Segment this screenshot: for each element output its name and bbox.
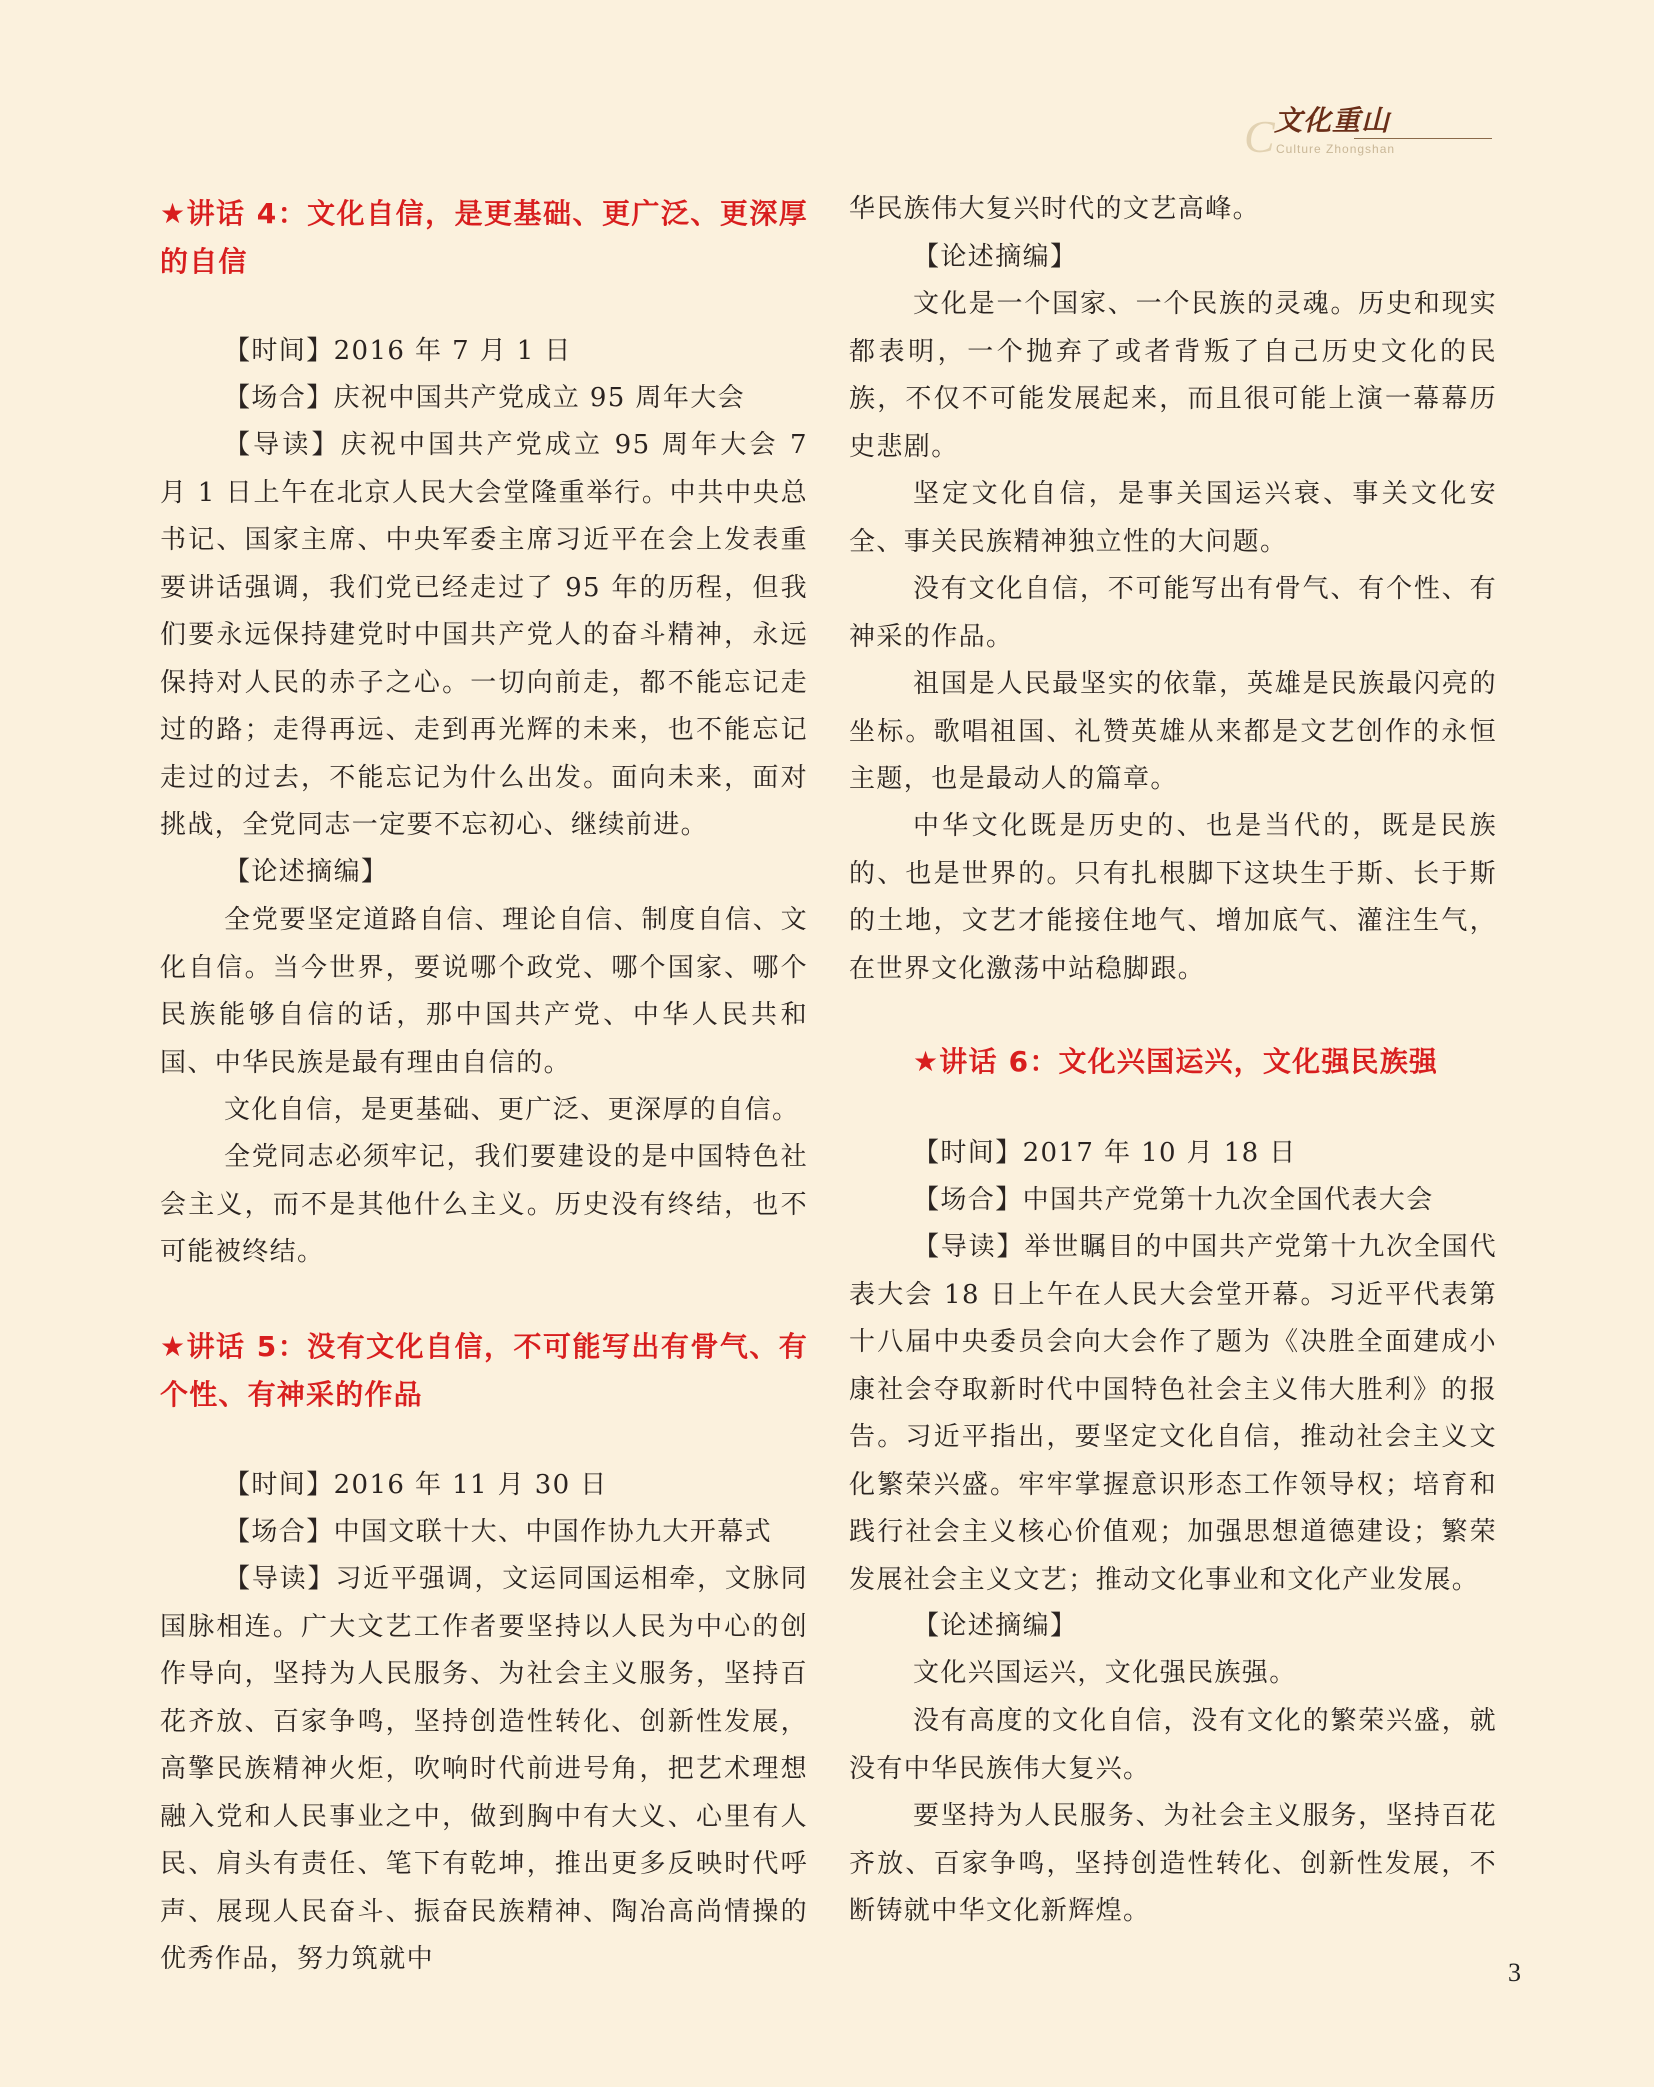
speech-6-excerpt-label: 【论述摘编】	[913, 1611, 1078, 1641]
speech-5-intro-continued: 华民族伟大复兴时代的文艺高峰。	[849, 194, 1261, 224]
speech-6-place: 【场合】中国共产党第十九次全国代表大会	[913, 1185, 1434, 1215]
speech-5-heading: ★讲话 5：没有文化自信，不可能写出有骨气、有个性、有神采的作品	[160, 1330, 808, 1411]
speech-6-heading: ★讲话 6：文化兴国运兴，文化强民族强	[913, 1045, 1439, 1078]
speech-4-excerpt-label: 【论述摘编】	[224, 857, 389, 887]
speech-5-paragraph-5: 中华文化既是历史的、也是当代的，既是民族的、也是世界的。只有扎根脚下这块生于斯、长于斯的土地，文艺才能接住地气、增加底气、灌注生气，在世界文化激荡中站稳脚跟。	[849, 811, 1497, 984]
page-number: 3	[1508, 1958, 1521, 1987]
logo-watermark-letter: C	[1244, 111, 1275, 162]
speech-4-paragraph-3: 全党同志必须牢记，我们要建设的是中国特色社会主义，而不是其他什么主义。历史没有终结，也不可能被终结。	[160, 1142, 808, 1267]
speech-6-paragraph-1: 文化兴国运兴，文化强民族强。	[913, 1658, 1297, 1688]
speech-6-time: 【时间】2017 年 10 月 18 日	[913, 1138, 1297, 1168]
logo-subtitle: Culture Zhongshan	[1276, 142, 1396, 156]
speech-5-place: 【场合】中国文联十大、中国作协九大开幕式	[224, 1517, 773, 1547]
speech-5-paragraph-2: 坚定文化自信，是事关国运兴衰、事关文化安全、事关民族精神独立性的大问题。	[849, 479, 1497, 557]
speech-4-paragraph-2: 文化自信，是更基础、更广泛、更深厚的自信。	[224, 1095, 800, 1125]
speech-5-paragraph-1: 文化是一个国家、一个民族的灵魂。历史和现实都表明，一个抛弃了或者背叛了自己历史文化的民族，不仅不可能发展起来，而且很可能上演一幕幕历史悲剧。	[849, 289, 1497, 462]
logo-title: 文化重山	[1274, 104, 1391, 137]
magazine-logo	[1244, 104, 1494, 164]
speech-5-excerpt-label: 【论述摘编】	[913, 242, 1078, 272]
logo-rule	[1354, 138, 1492, 139]
speech-5-paragraph-3: 没有文化自信，不可能写出有骨气、有个性、有神采的作品。	[849, 574, 1497, 652]
speech-6-paragraph-2: 没有高度的文化自信，没有文化的繁荣兴盛，就没有中华民族伟大复兴。	[849, 1706, 1497, 1784]
speech-4-paragraph-1: 全党要坚定道路自信、理论自信、制度自信、文化自信。当今世界，要说哪个政党、哪个国家、哪个民族能够自信的话，那中国共产党、中华人民共和国、中华民族是最有理由自信的。	[160, 905, 808, 1078]
speech-4-intro: 【导读】庆祝中国共产党成立 95 周年大会 7 月 1 日上午在北京人民大会堂隆重举行。中共中央总书记、国家主席、中央军委主席习近平在会上发表重要讲话强调，我们党已经走过了 95 年的历程，但我们要永远保持建党时中国共产党人的奋斗精神，永远保持对人民的赤子之心。一切向前走，都不能忘记走过的路；走得再远、走到再光辉的未来，也不能忘记走过的过去，不能忘记为什么出发。面向未来，面对挑战，全党同志一定要不忘初心、继续前进。	[160, 430, 808, 840]
speech-5-intro: 【导读】习近平强调，文运同国运相牵，文脉同国脉相连。广大文艺工作者要坚持以人民为中心的创作导向，坚持为人民服务、为社会主义服务，坚持百花齐放、百家争鸣，坚持创造性转化、创新性发展，高擎民族精神火炬，吹响时代前进号角，把艺术理想融入党和人民事业之中，做到胸中有大义、心里有人民、肩头有责任、笔下有乾坤，推出更多反映时代呼声、展现人民奋斗、振奋民族精神、陶冶高尚情操的优秀作品，努力筑就中	[160, 1564, 808, 1974]
speech-6-intro: 【导读】举世瞩目的中国共产党第十九次全国代表大会 18 日上午在人民大会堂开幕。习近平代表第十八届中央委员会向大会作了题为《决胜全面建成小康社会夺取新时代中国特色社会主义伟大胜利》的报告。习近平指出，要坚定文化自信，推动社会主义文化繁荣兴盛。牢牢掌握意识形态工作领导权；培育和践行社会主义核心价值观；加强思想道德建设；繁荣发展社会主义文艺；推动文化事业和文化产业发展。	[849, 1232, 1497, 1595]
speech-5-paragraph-4: 祖国是人民最坚实的依靠，英雄是民族最闪亮的坐标。歌唱祖国、礼赞英雄从来都是文艺创作的永恒主题，也是最动人的篇章。	[849, 669, 1497, 794]
speech-4-place: 【场合】庆祝中国共产党成立 95 周年大会	[224, 383, 746, 413]
speech-5-time: 【时间】2016 年 11 月 30 日	[224, 1470, 608, 1500]
speech-6-paragraph-3: 要坚持为人民服务、为社会主义服务，坚持百花齐放、百家争鸣，坚持创造性转化、创新性发展，不断铸就中华文化新辉煌。	[849, 1801, 1497, 1926]
speech-4-time: 【时间】2016 年 7 月 1 日	[224, 336, 572, 366]
speech-4-heading: ★讲话 4：文化自信，是更基础、更广泛、更深厚的自信	[160, 197, 808, 278]
